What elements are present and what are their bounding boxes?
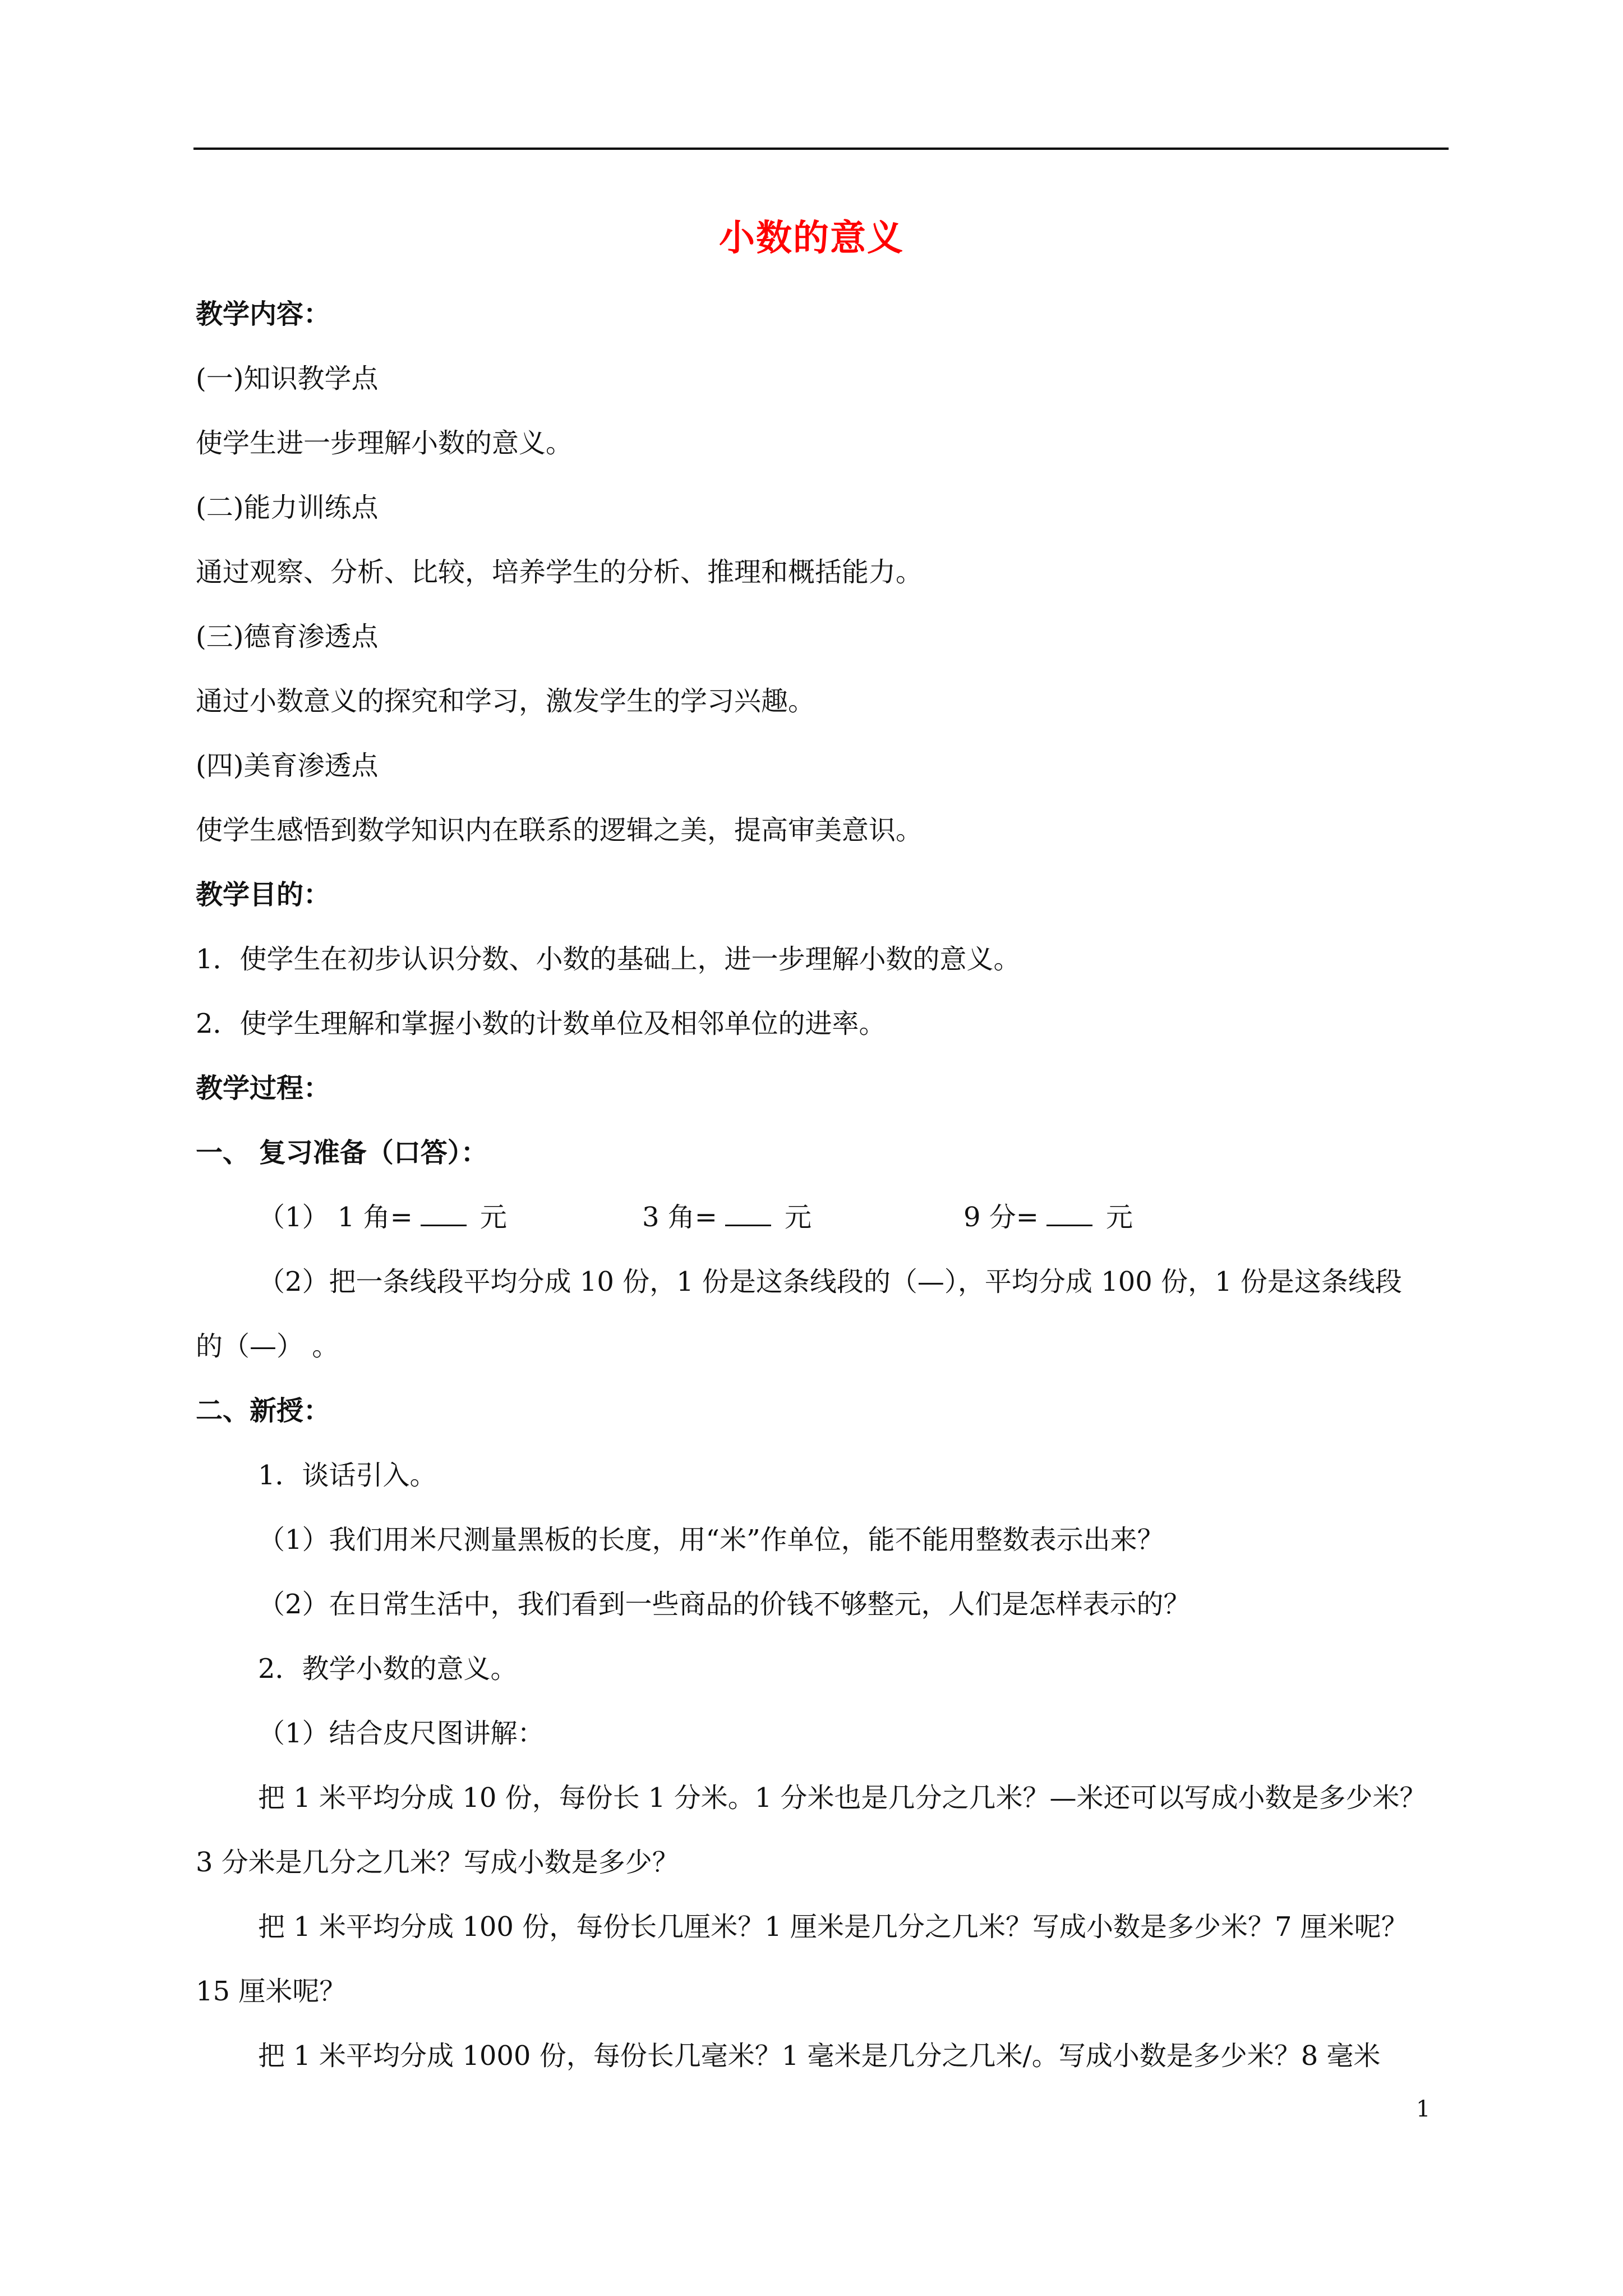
paragraph-2-line1: 把 1 米平均分成 100 份，每份长几厘米？1 厘米是几分之几米？写成小数是多少米？7 厘米呢？ [258,1911,1408,1943]
answer-blank [725,1202,771,1226]
new-lesson-item-1: 1．谈话引入。 [258,1460,437,1491]
question-1a-prefix: （1） 1 角= [258,1202,413,1233]
paragraph-1-line2: 3 分米是几分之几米？写成小数是多少？ [196,1847,679,1878]
ability-point-text: 通过观察、分析、比较，培养学生的分析、推理和概括能力。 [196,556,923,588]
question-1a [258,1198,507,1237]
page-number: 1 [1416,2096,1431,2122]
new-lesson-item-2: 2．教学小数的意义。 [258,1653,518,1685]
goal-item-1: 1．使学生在初步认识分数、小数的基础上，进一步理解小数的意义。 [196,944,1021,975]
part1-heading: 一、 复习准备（口答）： [196,1137,488,1168]
moral-point-text: 通过小数意义的探究和学习，激发学生的学习兴趣。 [196,685,815,717]
aesthetic-point-text: 使学生感悟到数学知识内在联系的逻辑之美，提高审美意识。 [196,815,923,846]
section-heading-process: 教学过程： [196,1073,331,1104]
question-1b-unit: 元 [785,1202,812,1233]
review-question-2-line1: （2）把一条线段平均分成 10 份，1 份是这条线段的（—），平均分成 100 份，1 份是这条线段 [258,1266,1402,1297]
paragraph-3-line1: 把 1 米平均分成 1000 份，每份长几毫米？1 毫米是几分之几米/。写成小数是多少米？8 毫米 [258,2040,1381,2072]
review-question-2-line2: 的（—） 。 [196,1331,339,1362]
answer-blank [421,1202,467,1226]
ability-point-label: (二)能力训练点 [196,492,379,523]
knowledge-point-label: (一)知识教学点 [196,363,379,394]
header-rule [193,148,1449,150]
paragraph-2-line2: 15 厘米呢？ [196,1976,347,2007]
question-1c-unit: 元 [1106,1202,1133,1233]
moral-point-label: (三)德育渗透点 [196,621,379,652]
new-lesson-item-2-1: （1）结合皮尺图讲解： [258,1718,545,1749]
knowledge-point-text: 使学生进一步理解小数的意义。 [196,427,573,459]
paragraph-1-line1: 把 1 米平均分成 10 份，每份长 1 分米。1 分米也是几分之几米？—米还可以写成小数是多少米？ [258,1782,1427,1814]
answer-blank [1046,1202,1092,1226]
aesthetic-point-label: (四)美育渗透点 [196,750,379,781]
section-heading-content: 教学内容： [196,298,331,330]
part2-heading: 二、新授： [196,1395,331,1427]
page-title: 小数的意义 [719,217,904,259]
question-1c [963,1198,1133,1237]
question-1b-prefix: 3 角= [642,1202,718,1233]
goal-item-2: 2．使学生理解和掌握小数的计数单位及相邻单位的进率。 [196,1008,886,1039]
question-1a-unit: 元 [479,1202,507,1233]
new-lesson-item-1-1: （1）我们用米尺测量黑板的长度，用“米”作单位，能不能用整数表示出来？ [258,1524,1164,1556]
section-heading-goals: 教学目的： [196,879,331,910]
question-1b [642,1198,811,1237]
question-1c-prefix: 9 分= [963,1202,1039,1233]
new-lesson-item-1-2: （2）在日常生活中，我们看到一些商品的价钱不够整元，人们是怎样表示的？ [258,1589,1191,1620]
